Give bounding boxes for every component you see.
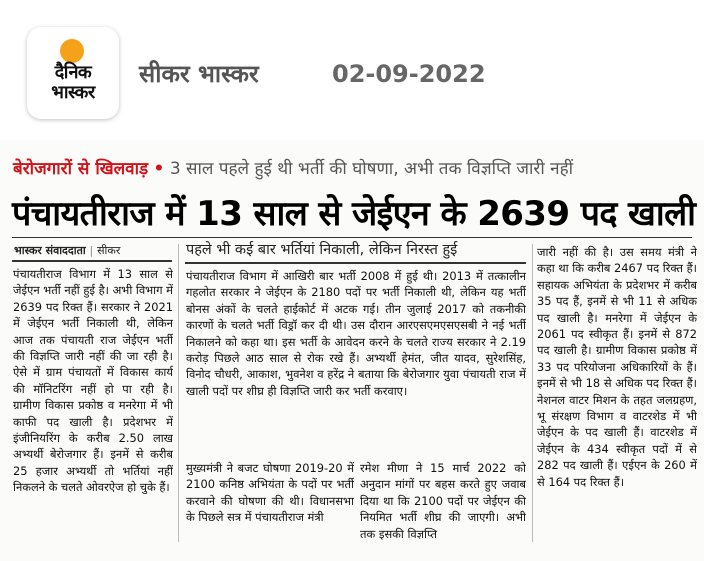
- headline-rule: [12, 237, 692, 238]
- byline-name: भास्कर संवाददाता: [14, 244, 86, 257]
- edition-date: 02-09-2022: [332, 60, 486, 88]
- column-2-top: पंचायतीराज विभाग में आखिरी बार भर्ती 2008 में हुई थी। 2013 में तत्कालीन गहलोत सरकार ने जेईएन के 2180 पदों पर भर्ती निकाली थी, लेकिन यह भर्ती बोनस अंकों के चलते हाईकोर्ट में अटक गई। तीन जुलाई 2017 को तकनीकी कारणों के चलते भर्ती विड्रॉ कर दी थी। उस दौरान आरएसएमएसएसबी ने नई भर्ती निकालने को कहा था। इस भर्ती के आवेदन करने के चलते राज्य सरकार ने 2.19 करोड़ पिछले आठ साल से रोक रखे हैं। अभ्यर्थी हेमंत, जीत यादव, सुरेशसिंह, विनोद चौधरी, आकाश, भुवनेश व हरेंद्र ने बताया कि बेरोजगार युवा पंचायती राज में खाली पदों पर शीघ्र ही विज्ञप्ति जारी कर भर्ती करवाए।: [186, 269, 526, 398]
- byline-rule: [12, 260, 172, 262]
- app-header: [0, 0, 704, 140]
- subhead-rule: [185, 262, 526, 264]
- kicker-label: बेरोजगारों से खिलवाड़: [13, 159, 149, 179]
- column-2-bottom-left: मुख्यमंत्री ने बजट घोषणा 2019-20 में 2100 कनिष्ठ अभियंता के पदों पर भर्ती करवाने की घोषणा की थी। विधानसभा के पिछले सत्र में पंचायतीराज मंत्री: [186, 461, 354, 525]
- kicker-line: [13, 157, 573, 181]
- column-4: जारी नहीं की है। उस समय मंत्री ने कहा था कि करीब 2467 पद रिक्त हैं। सहायक अभियंता के प्रदेशभर में करीब 35 पद हैं, इनमें से भी 11 से अधिक पद खाली है। मनरेगा में जेईएन के 2061 पद स्वीकृत हैं। इनमें से 872 पद खाली है। ग्रामीण विकास प्रकोष्ठ में 33 पद परियोजना अधिकारियों के हैं। इनमें से भी 18 से अधिक पद रिक्त हैं। नेशनल वाटर मिशन के तहत जलग्रहण, भू संरक्षण विभाग व वाटरशेड में भी जेईएन के पद खाली हैं। वाटरशेड में जेईएन के 434 स्वीकृत पदों में से 282 पद खाली हैं। एईएन के 260 में से 164 पद रिक्त हैं।: [537, 245, 697, 489]
- byline: [14, 243, 120, 259]
- byline-place: सीकर: [97, 244, 121, 257]
- edition-title: सीकर भास्कर: [139, 60, 259, 88]
- kicker-text: 3 साल पहले हुई थी भर्ती की घोषणा, अभी तक विज्ञप्ति जारी नहीं: [169, 159, 574, 179]
- sub-headline: पहले भी कई बार भर्तियां निकाली, लेकिन निरस्त हुई: [186, 242, 458, 258]
- column-2-bottom-right: रमेश मीणा ने 15 मार्च 2022 को अनुदान मांगों पर बहस करते हुए जवाब दिया था कि 2100 पदों पर जेईएन की नियमित भर्ती शीघ्र की जाएगी। अभी तक इसकी विज्ञप्ति: [360, 461, 526, 541]
- column-divider: [532, 244, 533, 542]
- logo-line-1: दैनिक: [54, 62, 92, 83]
- dainik-bhaskar-logo[interactable]: [27, 27, 119, 119]
- column-divider: [178, 244, 179, 542]
- column-1: पंचायतीराज विभाग में 13 साल से जेईएन भर्ती नहीं हुई है। अभी विभाग में 2639 पद रिक्त हैं। सरकार ने 2021 में जेईएन भर्ती निकाली थी, लेकिन आज तक पंचायती राज जेईएन भर्ती की विज्ञप्ति जारी नहीं की जा रही है। ऐसे में ग्राम पंचायतों में विकास कार्य की मॉनिटरिंग नहीं हो पा रही है। ग्रामीण विकास प्रकोष्ठ व मनरेगा में भी काफी पद खाली है। प्रदेशभर में इंजीनियरिंग के करीब 2.50 लाख अभ्यर्थी बेरोजगार हैं। इनमें से करीब 25 हजार अभ्यर्थी तो भर्तियां नहीं निकलने के चलते ओवरऐज हो चुके हैं।: [13, 267, 173, 495]
- article-headline: पंचायतीराज में 13 साल से जेईएन के 2639 पद खाली: [12, 194, 696, 234]
- byline-separator: |: [89, 244, 94, 257]
- kicker-bullet: •: [153, 159, 165, 179]
- logo-line-2: भास्कर: [51, 82, 95, 103]
- sun-icon: [60, 39, 84, 63]
